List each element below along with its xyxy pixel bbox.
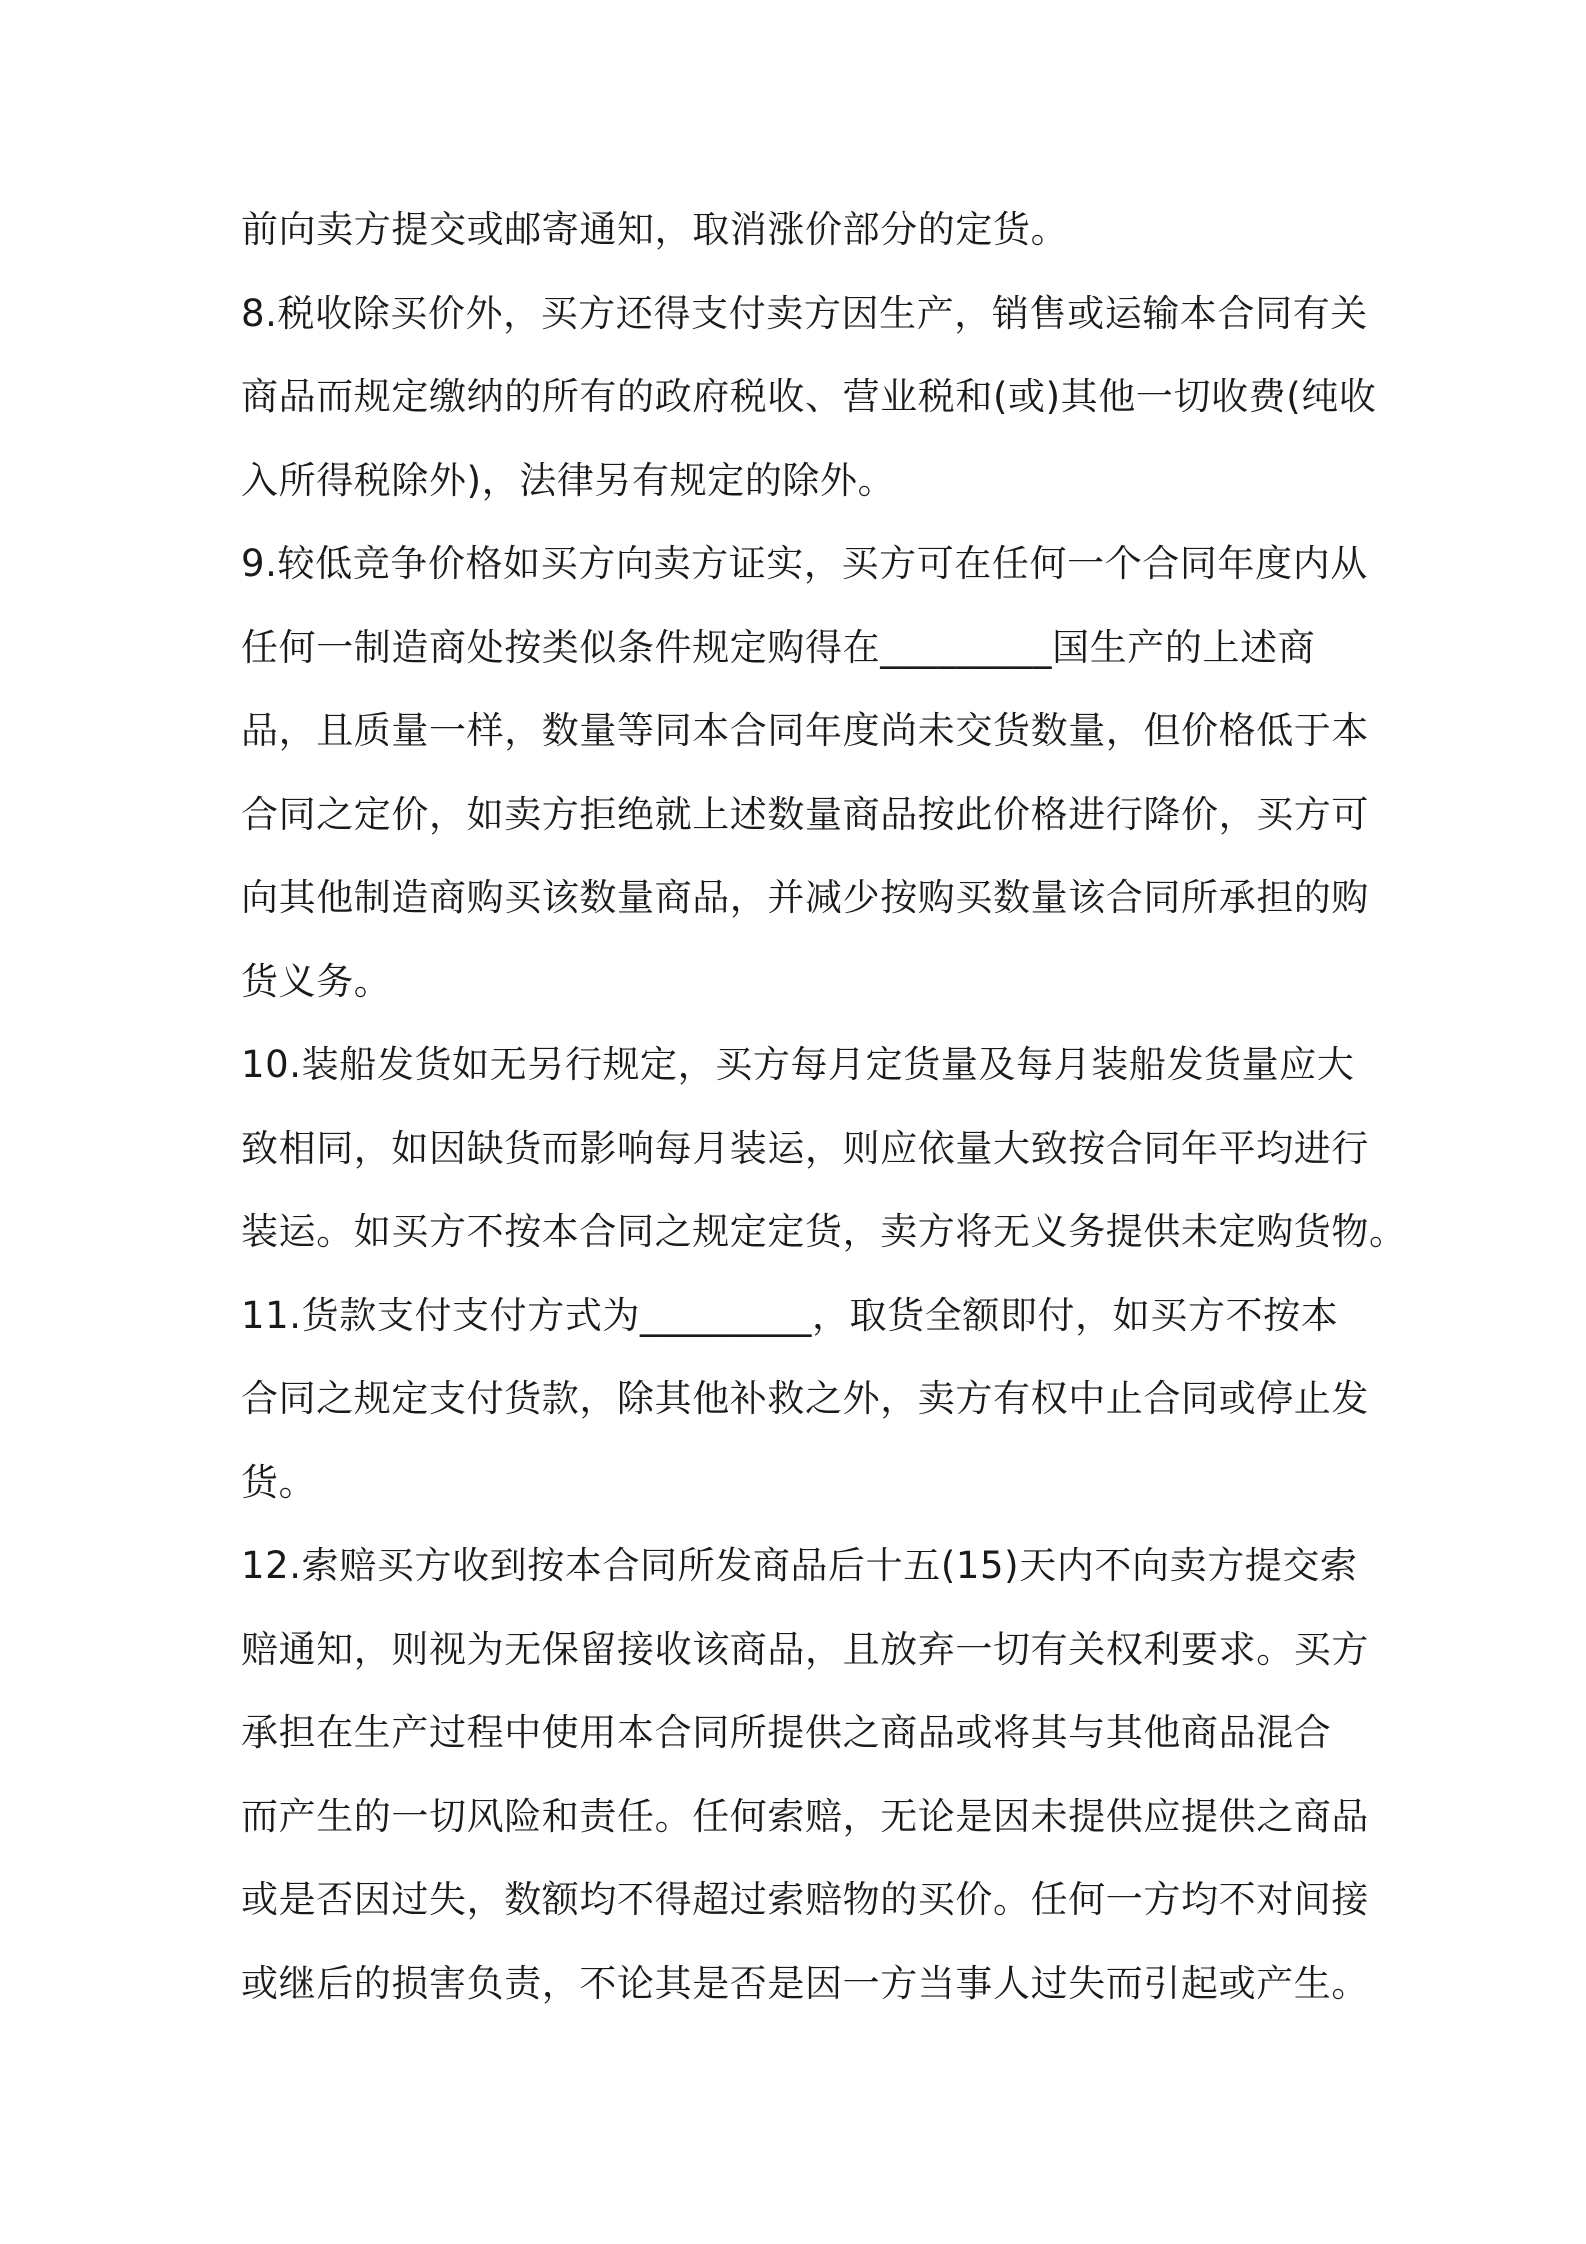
text-line: 承担在生产过程中使用本合同所提供之商品或将其与其他商品混合 bbox=[241, 1711, 1332, 1754]
text-line: 入所得税除外)，法律另有规定的除外。 bbox=[241, 458, 896, 502]
text-line: 致相同，如因缺货而影响每月装运，则应依量大致按合同年平均进行 bbox=[241, 1126, 1369, 1170]
text-line: 或继后的损害负责，不论其是否是因一方当事人过失而引起或产生。 bbox=[241, 1961, 1369, 2005]
text-line: 赔通知，则视为无保留接收该商品，且放弃一切有关权利要求。买方 bbox=[241, 1627, 1369, 1671]
text-line: 11.货款支付支付方式为_________，取货全额即付，如买方不按本 bbox=[241, 1293, 1339, 1337]
text-line: 合同之定价，如卖方拒绝就上述数量商品按此价格进行降价，买方可 bbox=[241, 792, 1369, 836]
text-line: 品，且质量一样，数量等同本合同年度尚未交货数量，但价格低于本 bbox=[241, 709, 1369, 752]
text-line: 商品而规定缴纳的所有的政府税收、营业税和(或)其他一切收费(纯收 bbox=[241, 375, 1377, 418]
contract-text bbox=[241, 188, 1407, 2025]
text-line: 8.税收除买价外，买方还得支付卖方因生产，销售或运输本合同有关 bbox=[241, 291, 1368, 335]
text-line: 而产生的一切风险和责任。任何索赔，无论是因未提供应提供之商品 bbox=[241, 1794, 1369, 1838]
text-line: 装运。如买方不按本合同之规定定货，卖方将无义务提供未定购货物。 bbox=[241, 1210, 1407, 1253]
text-line: 前向卖方提交或邮寄通知，取消涨价部分的定货。 bbox=[241, 208, 1069, 251]
text-line: 9.较低竞争价格如买方向卖方证实，买方可在任何一个合同年度内从 bbox=[241, 542, 1368, 585]
text-line: 10.装船发货如无另行规定，买方每月定货量及每月装船发货量应大 bbox=[241, 1043, 1355, 1086]
text-line: 货。 bbox=[241, 1460, 317, 1504]
text-line: 向其他制造商购买该数量商品，并减少按购买数量该合同所承担的购 bbox=[241, 876, 1369, 919]
text-line: 合同之规定支付货款，除其他补救之外，卖方有权中止合同或停止发 bbox=[241, 1377, 1369, 1420]
text-line: 12.索赔买方收到按本合同所发商品后十五(15)天内不向卖方提交索 bbox=[241, 1544, 1358, 1587]
text-line: 任何一制造商处按类似条件规定购得在_________国生产的上述商 bbox=[241, 625, 1316, 669]
text-line: 或是否因过失，数额均不得超过索赔物的买价。任何一方均不对间接 bbox=[241, 1878, 1369, 1921]
text-line: 货义务。 bbox=[241, 959, 392, 1003]
